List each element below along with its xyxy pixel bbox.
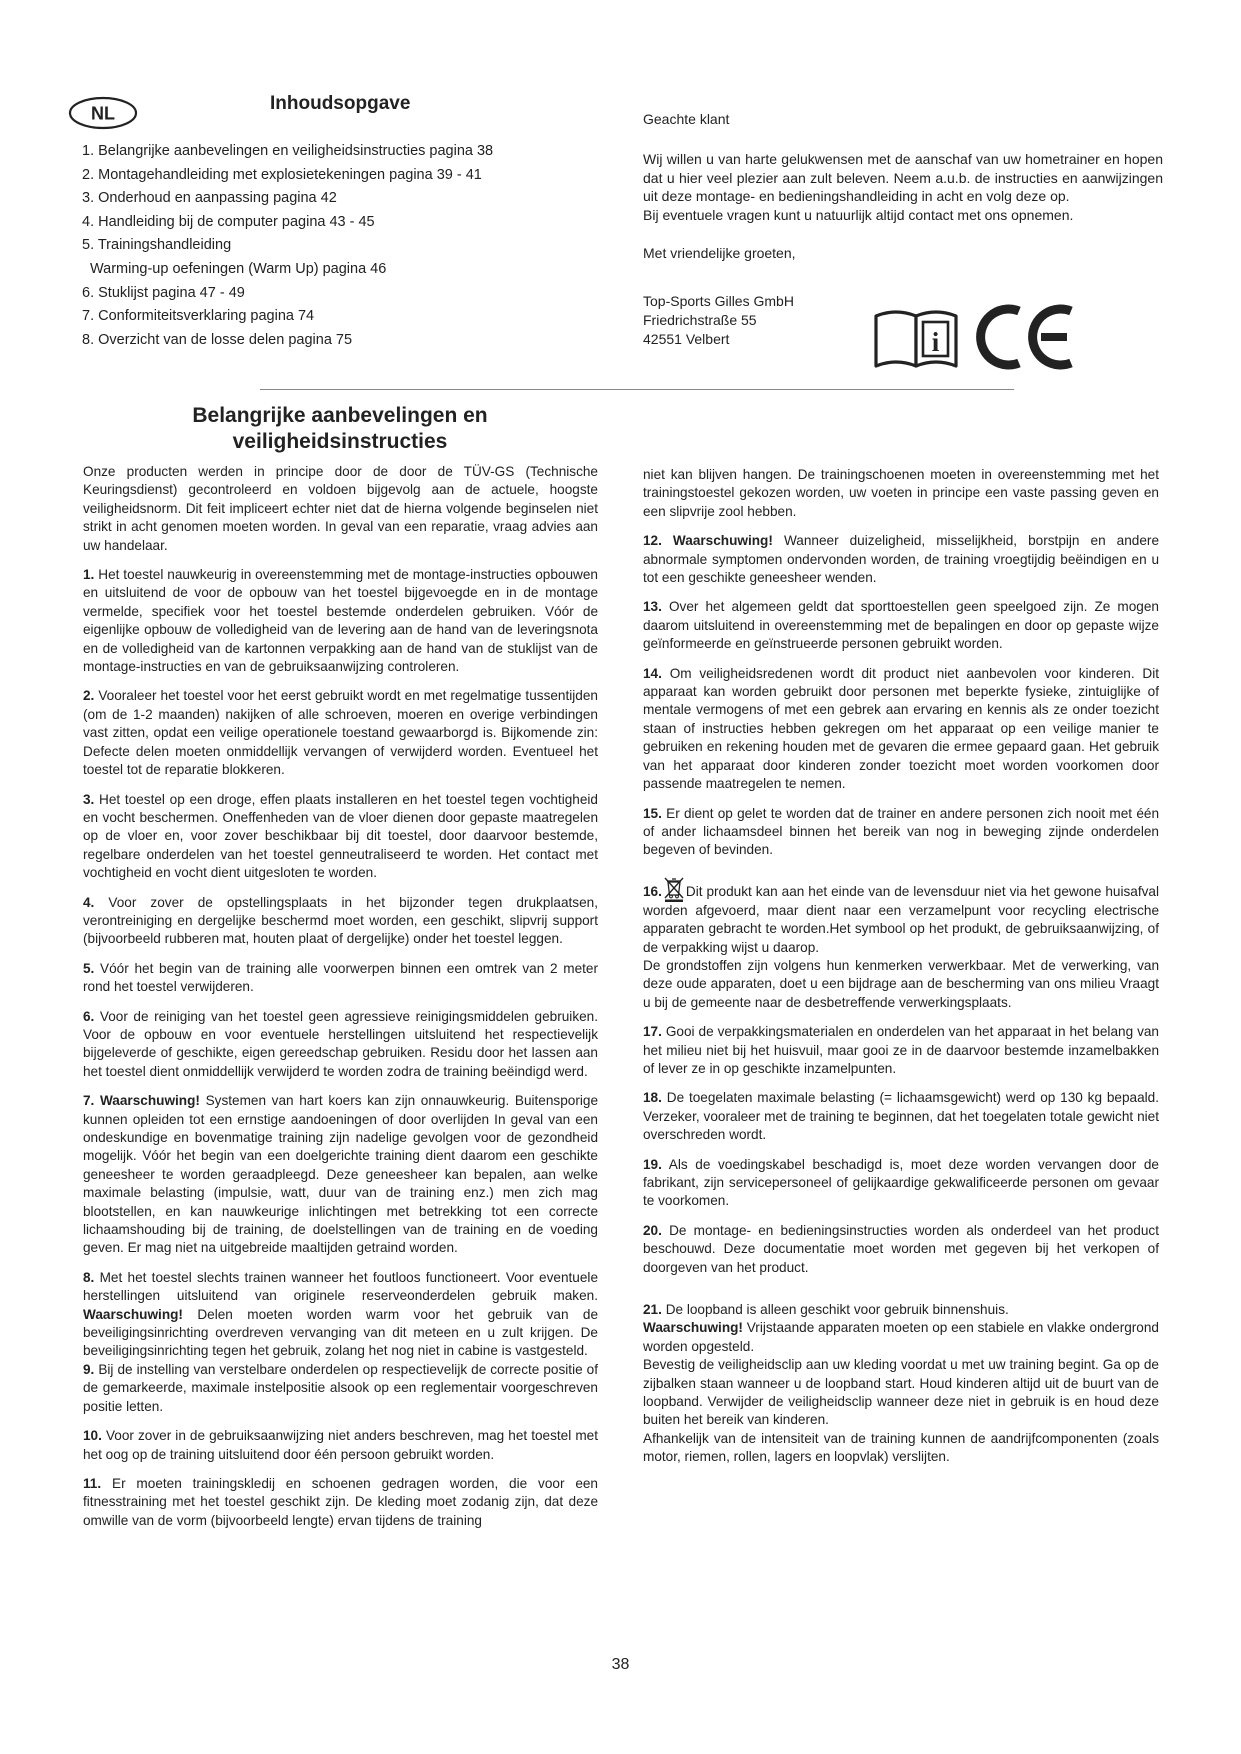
letter-closing: Met vriendelijke groeten,: [643, 245, 796, 262]
section-title-line-2: veiligheidsinstructies: [232, 430, 448, 453]
left-column: [83, 463, 598, 1541]
toc-item-7: 7. Conformiteitsverklaring pagina 74: [82, 308, 315, 325]
section-title: [90, 403, 590, 455]
instruction-20: 20. De montage- en bedieningsinstructies worden als onderdeel van het product beschouwd. Deze documentatie moet worden met gegeven bij het verkopen of doorgeven van het product.: [643, 1222, 1160, 1275]
language-badge: [68, 96, 138, 130]
toc-item-4: 4. Handleiding bij de computer pagina 43 - 45: [82, 213, 375, 230]
toc-item-6: 6. Stuklijst pagina 47 - 49: [82, 284, 245, 301]
instruction-3: 3. Het toestel op een droge, effen plaats installeren en het toestel tegen vochtigheid en vocht beschermen. Oneffenheden van de vloer dienen door gepaste maatregelen op de vloer en, voor zover beschikbaar bij dit toestel, door daarvoor bestemde, regelbare onderdelen van het toestel genneutraliseerd te worden. Het contact met vochtigheid en vocht dient uitgesloten te worden.: [83, 791, 598, 881]
greeting-letter: [643, 110, 1163, 282]
instruction-16: 16. Dit produkt kan aan het einde van de levensduur niet via het gewone huisafval worden afgevoerd, maar dient naar een verzamelpunt voor recycling electrische apparaten gebracht te worden.Het symbool op het produkt, de gebruiksaanwijzing, of de verpakking wijst u daarop. De grondstoffen zijn volgens hun kenmerken verwerkbaar. Met de verwerking, van deze oude apparaten, doet u een bijdrage aan de bescherming van ons milieu Vraagt u bij de gemeente naar de desbetreffende verwerkingsplaats.: [643, 876, 1159, 1012]
ce-mark-icon: [975, 301, 1077, 373]
letter-salutation: Geachte klant: [643, 111, 730, 127]
right-column: [643, 466, 1159, 1478]
instruction-15: 15. Er dient op gelet te worden dat de trainer en andere personen zich nooit met één of ander lichaamsdeel binnen het bereik van nog in beweging zijnde onderdelen begeven of bevinden.: [643, 805, 1160, 858]
instruction-13: 13. Over het algemeen geldt dat sporttoestellen geen speelgoed zijn. Ze mogen daarom uitsluitend in overeenstemming met de bepalingen en door op gepaste wijze geïnformeerde en geïnstrueerde personen gebruikt worden.: [643, 599, 1159, 652]
section-divider: [260, 389, 1014, 390]
instruction-8: 8. Met het toestel slechts trainen wanneer het foutloos functioneert. Voor eventuele herstellingen uitsluitend van originele reserveonderdelen gebruik maken. Waarschuwing! Delen moeten worden warm voor het gebruik van de beveiligingsinrichting overdreven vervanging van dit meteen en u zult krijgen. De beveiligingsinrichting tegen het gebruik, zolang het nog niet in cabine is vastgesteld.: [83, 1269, 599, 1359]
letter-body: Wij willen u van harte gelukwensen met de aanschaf van uw hometrainer en hopen dat u hier veel plezier aan zult beleven. Neem a.u.b. de instructies en aanwijzingen uit deze montage- en bedieningshandleiding in acht en volg deze op.: [643, 151, 1163, 205]
toc-title: Inhoudsopgave: [270, 93, 411, 114]
instruction-7: 7. Waarschuwing! Systemen van hart koers kan zijn onnauwkeurig. Buitensporige kunnen opleiden tot een ernstige aandoeningen of door overlijden In geval van een ondeskundige en bovenmatige training zijn nadelige gevolgen voor de gezondheid mogelijk. Vóór het begin van een doelgerichte training dient daarom een geschikte geneesheer te worden geraadpleegd. Deze geneesheer kan bepalen, aan welke maximale belasting (impulsie, watt, duur van de training enz.) men zich mag blootstellen, en kan nauwkeurige inlichtingen met betrekking tot een correcte lichaamshouding bij de training, de doelstellingen van de training en de voeding geven. Er mag niet na uitgebreide maaltijden getraind worden.: [83, 1093, 599, 1256]
instruction-4: 4. Voor zover de opstellingsplaats in het bijzonder tegen drukplaatsen, verontreiniging en dergelijke beschermd moet worden, een geschikt, slipvrij support (bijvoorbeeld rubberen mat, houten plaat of dergelijke) onder het toestel leggen.: [83, 894, 598, 947]
instruction-6: 6. Voor de reiniging van het toestel geen agressieve reinigingsmiddelen gebruiken. Voor de opbouw en voor eventuele herstellingen uitsluitend het respectievelijk bijgeleverde of geschikte, eigen gereedschap gebruiken. Residu door het lassen aan het toestel dient onmiddellijk verwijderd te worden zodra de training beëindigd werd.: [83, 1008, 599, 1079]
instruction-19: 19. Als de voedingskabel beschadigd is, moet deze worden vervangen door de fabrikant, zijn servicepersoneel of gelijkaardige gekwalificeerde personen om gevaar te voorkomen.: [643, 1156, 1159, 1209]
instruction-2: 2. Vooraleer het toestel voor het eerst gebruikt wordt en met regelmatige tussentijden (om de 1-2 maanden) nakijken of alle schroeven, moeren en overige verbindingen vast zitten, opdat een veilige operationele toestand gewaarborgd is. Bijkomende zin: Defecte delen moeten onmiddellijk vervangen of verwijderd worden. Eventueel het toestel tot de reparatie blokkeren.: [83, 688, 598, 778]
toc-item-5: 5. Trainingshandleiding: [82, 237, 232, 254]
table-of-contents: [82, 140, 622, 352]
weee-bin-icon: [663, 876, 685, 902]
instruction-9: 9. Bij de instelling van verstelbare onderdelen op respectievelijk de correcte positie of de gemarkeerde, maximale instelpositie alsook op een reglementair voorgeschreven positie letten.: [83, 1361, 598, 1414]
toc-item-3: 3. Onderhoud en aanpassing pagina 42: [82, 190, 337, 207]
toc-item-5-sub: Warming-up oefeningen (Warm Up) pagina 46: [90, 260, 387, 277]
company-name: Top-Sports Gilles GmbH: [643, 293, 794, 309]
info-letter: i: [931, 327, 940, 357]
instruction-11-continued: niet kan blijven hangen. De trainingschoenen moeten in overeenstemming met het trainingstoestel gekozen worden, uw voeten in principe een vaste passing geven en een slipvrije zool hebben.: [643, 467, 1159, 519]
instruction-21: 21. De loopband is alleen geschikt voor gebruik binnenshuis. Waarschuwing! Vrijstaande apparaten moeten op een stabiele en vlakke ondergrond worden opgesteld. Bevestig de veiligheidsclip aan uw kleding voordat u met uw training begint. Ga op de zijbalken staan wanneer u de loopband start. Houd kinderen altijd uit de buurt van de loopband. Verwijder de veiligheidsclip wanneer deze niet in gebruik is en houd deze buiten het bereik van kinderen. Afhankelijk van de intensiteit van de training kunnen de aandrijfcomponenten (zoals motor, riemen, rollen, lagers en loopvlak) verslijten.: [643, 1302, 1159, 1465]
instruction-1: 1. Het toestel nauwkeurig in overeenstemming met de montage-instructies opbouwen en uitsluitend de voor de opbouw van het toestel bijgevoegde en in de montage vermelde, specifiek voor het toestel bestemde onderdelen gebruiken. Vóór de eigenlijke opbouw de volledigheid van de levering aan de hand van de leveringsnota en de volledigheid van de kartonnen verpakking aan de hand van de stuklijst van de montage-instructies en van de gebruiksaanwijzing controleren.: [83, 567, 598, 675]
company-street: Friedrichstraße 55: [643, 312, 757, 328]
letter-body-2: Bij eventuele vragen kunt u natuurlijk altijd contact met ons opnemen.: [643, 206, 1074, 223]
instruction-12: 12. Waarschuwing! Wanneer duizeligheid, misselijkheid, borstpijn en andere abnormale symptomen ondervonden worden, de training vroegtijdig beëindigen en u tot een geschikte geneesheer wenden.: [643, 533, 1160, 586]
toc-item-1: 1. Belangrijke aanbevelingen en veiligheidsinstructies pagina 38: [82, 143, 494, 159]
instruction-5: 5. Vóór het begin van de training alle voorwerpen binnen een omtrek van 2 meter rond het toestel verwijderen.: [83, 960, 598, 995]
instruction-18: 18. De toegelaten maximale belasting (= lichaamsgewicht) werd op 130 kg bepaald. Verzeker, vooraleer met de training te beginnen, dat het toegelaten totale gewicht niet overschreden wordt.: [643, 1090, 1159, 1143]
read-manual-icon: [872, 304, 960, 370]
section-title-line-1: Belangrijke aanbevelingen en: [192, 404, 488, 427]
toc-item-2: 2. Montagehandleiding met explosietekeningen pagina 39 - 41: [82, 166, 482, 183]
instruction-17: 17. Gooi de verpakkingsmaterialen en onderdelen van het apparaat in het belang van het milieu niet bij het huisvuil, maar gooi ze in de daarvoor bestemde inzamelbakken of lever ze in op geschikte inzamelpunten.: [643, 1024, 1159, 1076]
instruction-11: 11. Er moeten trainingskledij en schoenen gedragen worden, die voor een fitnesstraining met het toestel geschikt zijn. De kleding moet zodanig zijn, dat deze omwille van de vorm (bijvoorbeeld lengte) ervan tijdens de training: [83, 1475, 598, 1528]
toc-item-8: 8. Overzicht van de losse delen pagina 75: [82, 331, 353, 348]
intro-paragraph: Onze producten werden in principe door de door de TÜV-GS (Technische Keuringsdienst) gecontroleerd en voldoen bijgevolg aan de actuele, hoogste veiligheidsnorm. Dit feit impliceert echter niet dat de hierna volgende beginselen niet strikt in acht genomen moeten worden. In geval van een reparatie, vraag advies aan uw handelaar.: [83, 464, 598, 553]
page-number: 38: [611, 1656, 630, 1673]
instruction-10: 10. Voor zover in de gebruiksaanwijzing niet anders beschreven, mag het toestel met het oog op de training uitsluitend door één persoon gebruikt worden.: [83, 1428, 598, 1462]
language-badge-label: NL: [91, 103, 115, 124]
company-address: [643, 292, 794, 349]
company-city: 42551 Velbert: [643, 331, 730, 347]
instruction-14: 14. Om veiligheidsredenen wordt dit product niet aanbevolen voor kinderen. Dit apparaat kan worden gebruikt door personen met beperkte fysieke, zintuiglijke of mentale vermogens of met een gebrek aan ervaring en kennis als ze onder toezicht staan of instructies hebben gekregen om het apparaat op een veilige manier te gebruiken en rekening houden met de gevaren die ermee gepaard gaan. Het gebruik van het apparaat door kinderen zonder toezicht moet worden voorkomen door passende maatregelen te nemen.: [643, 665, 1160, 792]
